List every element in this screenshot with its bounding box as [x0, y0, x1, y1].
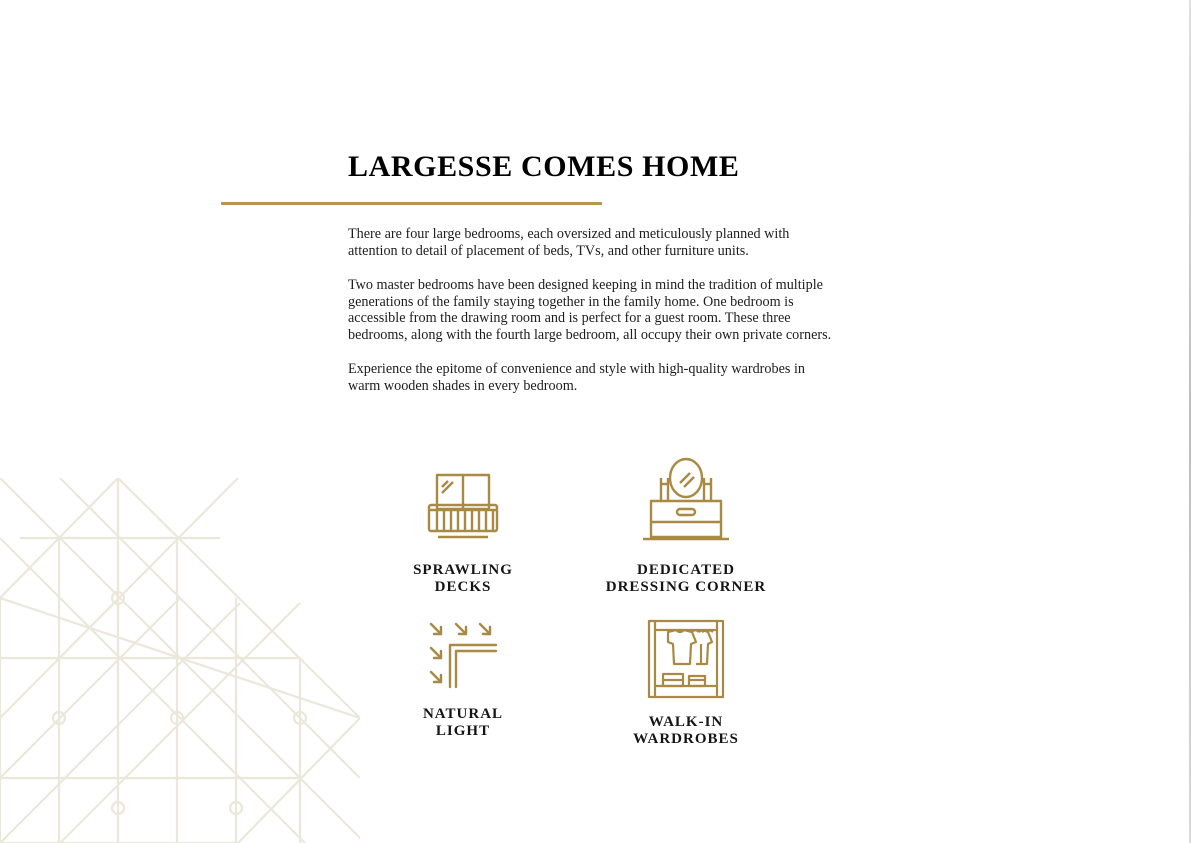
body-text — [348, 226, 833, 412]
feature-label: SPRAWLING DECKS — [413, 562, 513, 595]
feature-label: NATURAL LIGHT — [422, 706, 504, 739]
paragraph: There are four large bedrooms, each oversized and meticulously planned with attention to detail of placement of beds, TVs, and other furniture units. — [348, 226, 790, 259]
page-title: LARGESSE COMES HOME — [348, 150, 740, 183]
feature-sprawling-decks — [393, 470, 533, 596]
feature-dressing-corner — [596, 456, 776, 596]
feature-natural-light — [393, 621, 533, 740]
paragraph: Two master bedrooms have been designed keeping in mind the tradition of multiple generations of the family staying together in the family home. One bedroom is accessible from the drawing room and is perfect for a guest room. These three bedrooms, along with the fourth large bedroom, all occupy their own private corners. — [348, 276, 832, 344]
deck-icon — [426, 470, 500, 542]
title-underline-rule — [221, 202, 602, 205]
feature-walk-in-wardrobes — [616, 618, 756, 748]
natural-light-icon — [428, 621, 498, 689]
geometric-pattern-decoration — [0, 478, 360, 843]
paragraph: Experience the epitome of convenience and style with high-quality wardrobes in warm wooden shades in every bedroom. — [348, 361, 805, 394]
dressing-table-icon — [639, 456, 733, 542]
wardrobe-icon — [646, 618, 726, 700]
feature-label: WALK-IN WARDROBES — [633, 714, 739, 747]
feature-label: DEDICATED DRESSING CORNER — [605, 562, 767, 595]
